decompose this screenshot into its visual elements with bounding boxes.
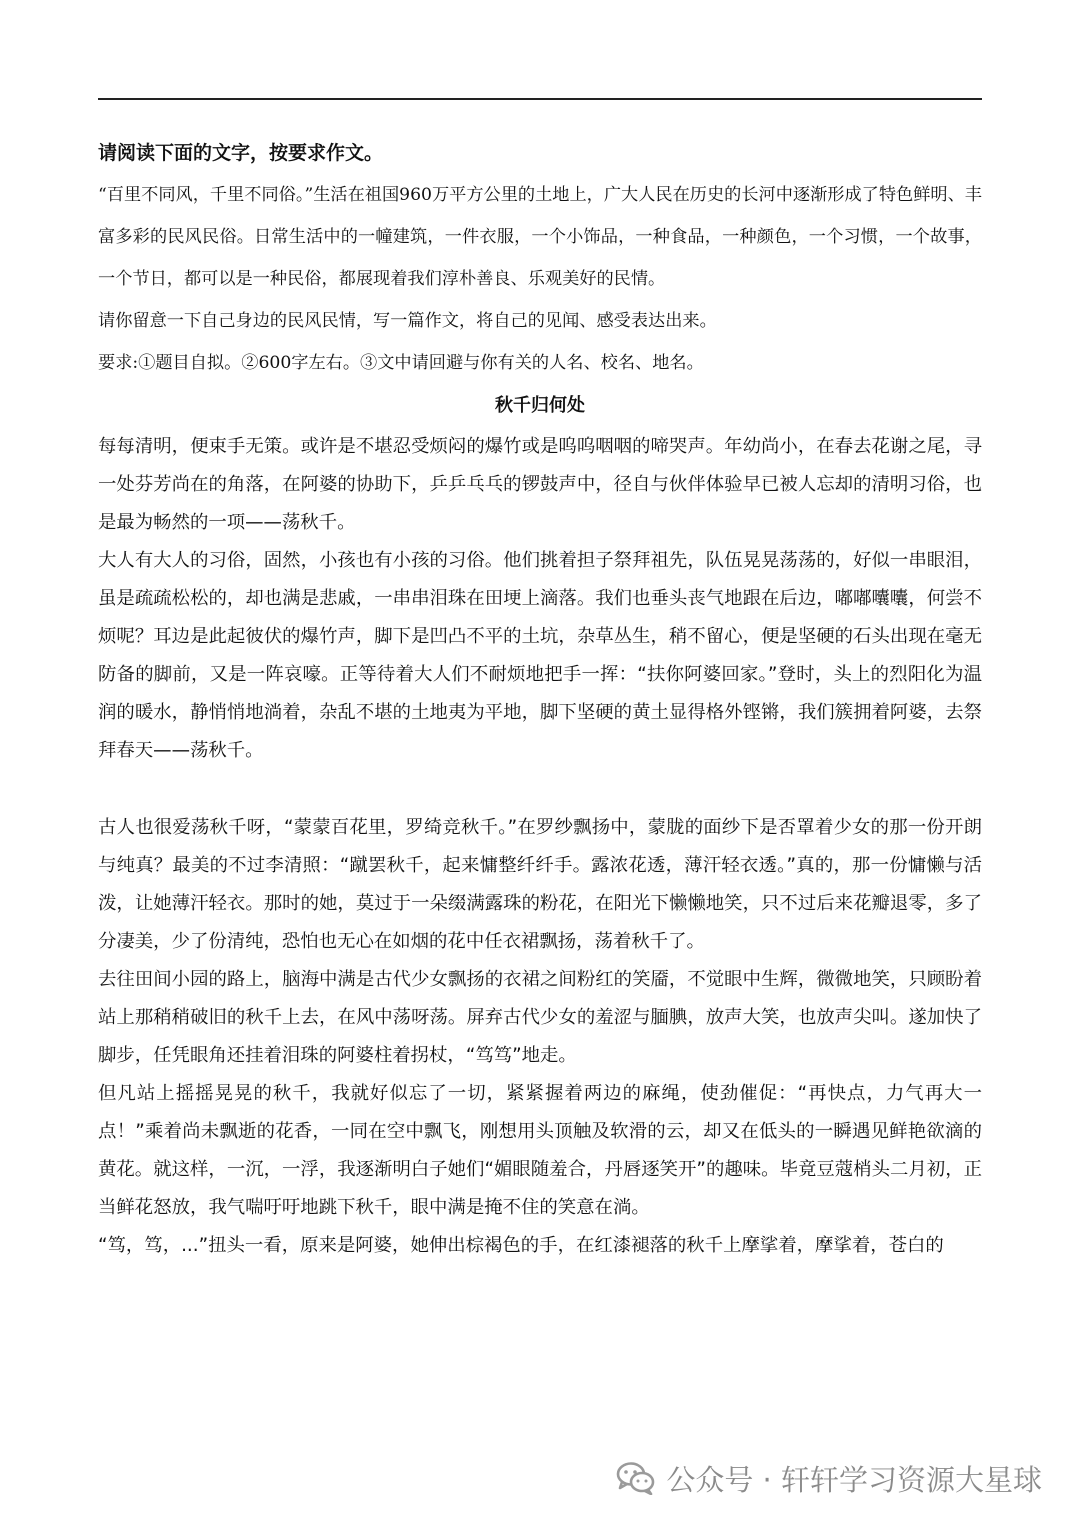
prompt-paragraph: “百里不同风，千里不同俗。”生活在祖国960万平方公里的土地上，广大人民在历史的长河中逐渐形成了特色鲜明、丰富多彩的民风民俗。日常生活中的一幢建筑，一件衣服，一个小饰品，一种食品，一种颜色，一个习惯，一个故事，一个节日，都可以是一种民俗，都展现着我们淳朴善良、乐观美好的民情。 xyxy=(98,185,982,289)
essay-paragraph: 每每清明，便束手无策。或许是不堪忍受烦闷的爆竹或是呜呜咽咽的啼哭声。年幼尚小，在春去花谢之尾，寻一处芬芳尚在的角落，在阿婆的协助下，乒乒乓乓的锣鼓声中，径自与伙伴体验早已被人忘却的清明习俗，也是最为畅然的一项——荡秋千。 xyxy=(98,436,982,533)
instruction-title: 请阅读下面的文字，按要求作文。 xyxy=(98,142,384,164)
essay-title: 秋千归何处 xyxy=(495,395,585,416)
wechat-icon xyxy=(616,1461,656,1495)
essay-paragraph: 但凡站上摇摇晃晃的秋千，我就好似忘了一切，紧紧握着两边的麻绳，使劲催促：“再快点，力气再大一点！”乘着尚未飘逝的花香，一同在空中飘飞，刚想用头顶触及软滑的云，却又在低头的一瞬遇见鲜艳欲滴的黄花。就这样，一沉，一浮，我逐渐明白子她们“媚眼随羞合，丹唇逐笑开”的趣味。毕竟豆蔻梢头二月初，正当鲜花怒放，我气喘吁吁地跳下秋千，眼中满是掩不住的笑意在淌。 xyxy=(98,1083,982,1218)
requirements-paragraph: 要求:①题目自拟。②600字左右。③文中请回避与你有关的人名、校名、地名。 xyxy=(98,353,704,373)
header-rule xyxy=(98,98,982,100)
essay-paragraph: 古人也很爱荡秋千呀，“蒙蒙百花里，罗绮竞秋千。”在罗纱飘扬中，蒙胧的面纱下是否罩着少女的那一份开朗与纯真？最美的不过李清照：“蹴罢秋千，起来慵整纤纤手。露浓花透，薄汗轻衣透。”真的，那一份慵懒与活泼，让她薄汗轻衣。那时的她，莫过于一朵缀满露珠的粉花，在阳光下懒懒地笑，只不过后来花瓣退零，多了分凄美，少了份清纯，恐怕也无心在如烟的花中任衣裙飘扬，荡着秋千了。 xyxy=(98,817,982,952)
prompt-paragraph: 请你留意一下自己身边的民风民情，写一篇作文，将自己的见闻、感受表达出来。 xyxy=(98,311,717,331)
prompt-section xyxy=(98,174,982,384)
essay-paragraph: 去往田间小园的路上，脑海中满是古代少女飘扬的衣裙之间粉红的笑靥，不觉眼中生辉，微微地笑，只顾盼着站上那稍稍破旧的秋千上去，在风中荡呀荡。屏弃古代少女的羞涩与腼腆，放声大笑，也放声尖叫。遂加快了脚步，任凭眼角还挂着泪珠的阿婆柱着拐杖，“笃笃”地走。 xyxy=(98,969,982,1066)
essay-body xyxy=(98,428,982,1265)
essay-paragraph: 大人有大人的习俗，固然，小孩也有小孩的习俗。他们挑着担子祭拜祖先，队伍晃晃荡荡的，好似一串眼泪，虽是疏疏松松的，却也满是悲戚，一串串泪珠在田埂上滴落。我们也垂头丧气地跟在后边，嘟嘟囔囔，何尝不烦呢？耳边是此起彼伏的爆竹声，脚下是凹凸不平的土坑，杂草丛生，稍不留心，便是坚硬的石头出现在毫无防备的脚前，又是一阵哀嚎。正等待着大人们不耐烦地把手一挥：“扶你阿婆回家。”登时，头上的烈阳化为温润的暖水，静悄悄地淌着，杂乱不堪的土地夷为平地，脚下坚硬的黄土显得格外铿锵，我们簇拥着阿婆，去祭拜春天——荡秋千。 xyxy=(98,550,982,761)
paragraph-gap xyxy=(98,770,982,809)
essay-paragraph: “笃，笃，...”扭头一看，原来是阿婆，她伸出棕褐色的手，在红漆褪落的秋千上摩挲着，摩挲着，苍白的 xyxy=(98,1235,944,1256)
document-content xyxy=(98,132,982,1265)
watermark-text: 公众号 · 轩轩学习资源大星球 xyxy=(666,1462,1042,1497)
watermark xyxy=(616,1458,1042,1498)
